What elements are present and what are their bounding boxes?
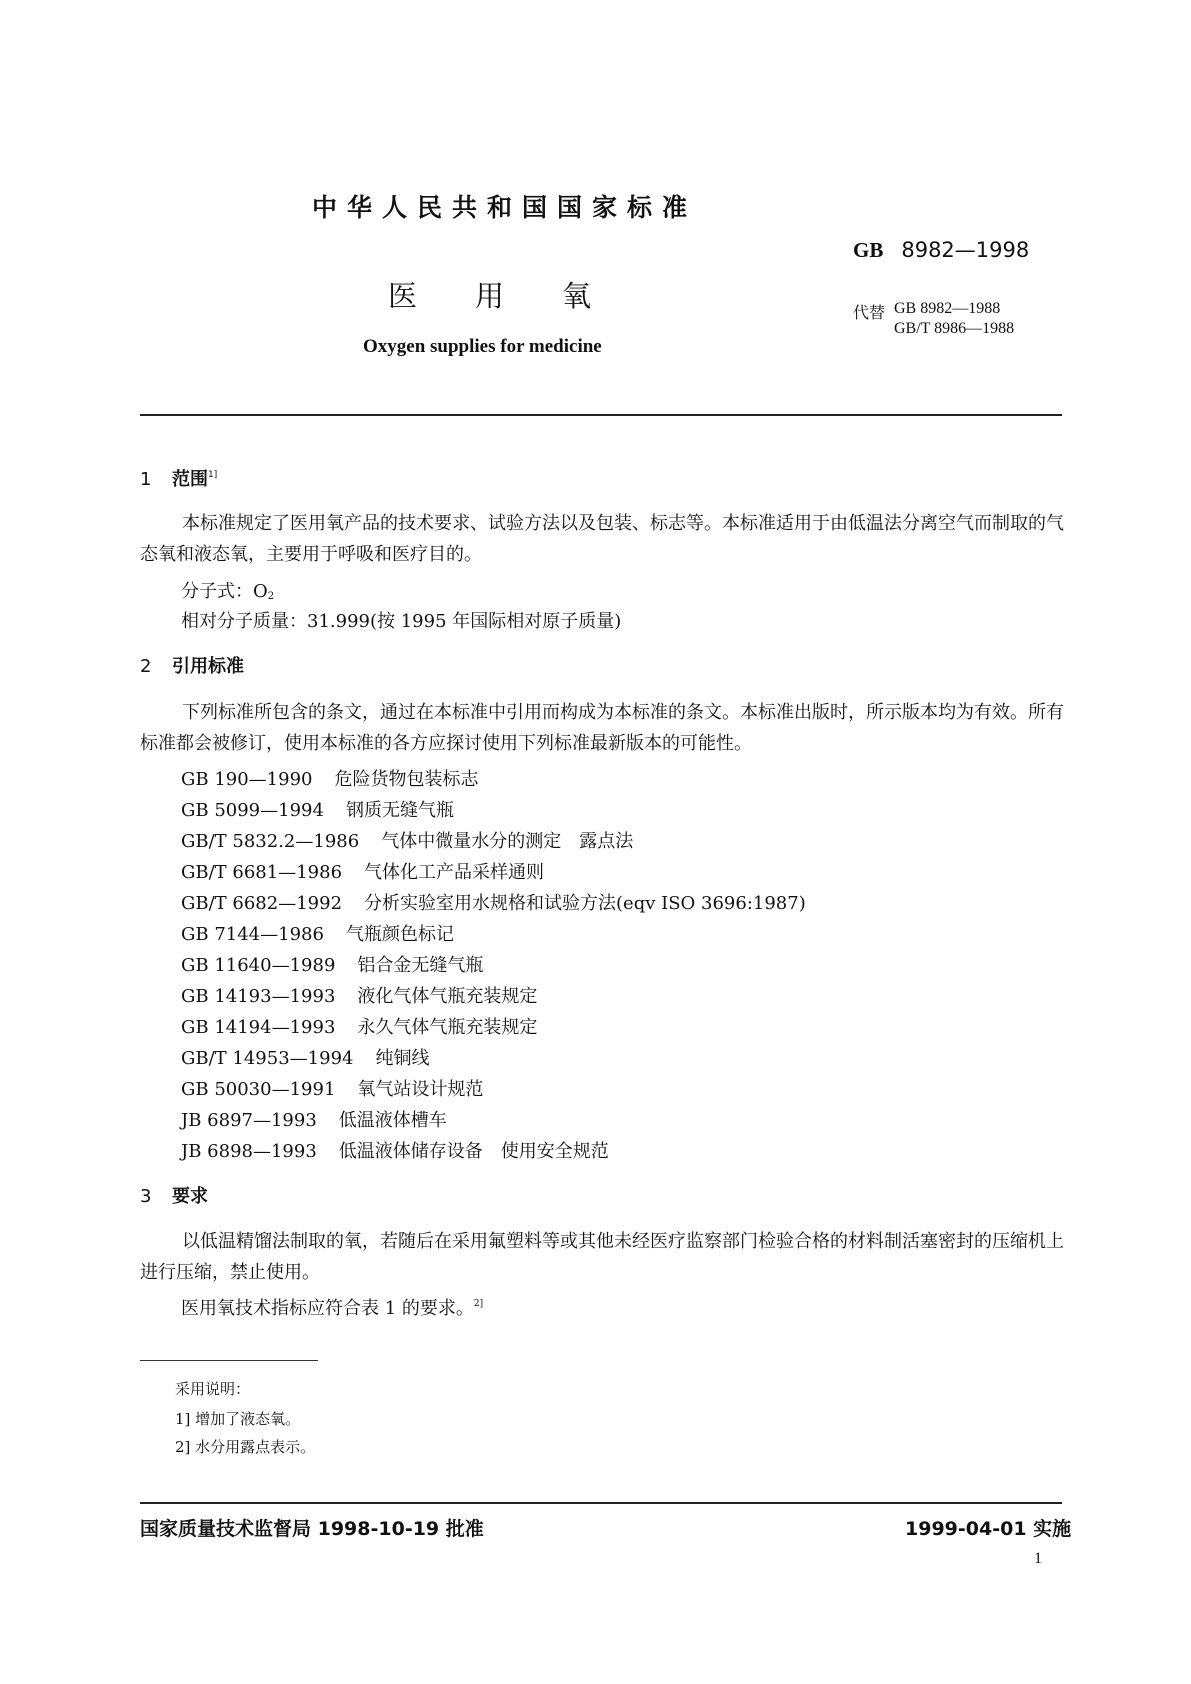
section-2-paragraph: 下列标准所包含的条文，通过在本标准中引用而构成为本标准的条文。本标准出版时，所示版本均为有效。所有标准都会被修订，使用本标准的各方应探讨使用下列标准最新版本的可能性。: [140, 702, 1064, 754]
footnote-label: 采用说明：: [175, 1380, 251, 1398]
section-3-title: 要求: [172, 1186, 208, 1207]
section-2-heading: [140, 652, 244, 678]
reference-item: GB/T 14953—1994 纯铜线: [181, 1048, 430, 1069]
standard-number: [853, 238, 1029, 263]
reference-item: GB/T 6681—1986 气体化工产品采样通则: [181, 862, 545, 883]
section-3-number: 3: [140, 1186, 152, 1207]
section-1-heading: [140, 465, 217, 491]
section-2-title: 引用标准: [172, 656, 244, 677]
reference-item: GB 7144—1986 气瓶颜色标记: [181, 924, 454, 945]
standard-prefix: GB: [853, 238, 884, 262]
reference-item: GB/T 6682—1992 分析实验室用水规格和试验方法(eqv ISO 3696:1987): [181, 893, 806, 914]
reference-item: JB 6898—1993 低温液体储存设备 使用安全规范: [181, 1141, 609, 1162]
reference-item: GB 190—1990 危险货物包装标志: [181, 769, 479, 790]
reference-item: GB/T 5832.2—1986 气体中微量水分的测定 露点法: [181, 831, 634, 852]
formula-label: 分子式：O: [181, 581, 268, 602]
replaced-standard-2: GB/T 8986—1988: [894, 320, 1015, 337]
footnote-mark-2: 2]: [473, 1299, 484, 1309]
replaced-standard-1: GB 8982—1988: [894, 300, 1001, 317]
reference-item: JB 6897—1993 低温液体槽车: [181, 1110, 447, 1131]
footnote-item-2: 2] 水分用露点表示。: [175, 1438, 316, 1456]
section-3-paragraph: 以低温精馏法制取的氧，若随后在采用氟塑料等或其他未经医疗监察部门检验合格的材料制活塞密封的压缩机上进行压缩，禁止使用。: [140, 1231, 1064, 1283]
issuing-body-title: 中华人民共和国国家标准: [312, 193, 698, 222]
section-3-requirement-line: 医用氧技术指标应符合表 1 的要求。$^{2]}$: [181, 1298, 484, 1319]
approval-statement: 国家质量技术监督局 1998-10-19 批准: [140, 1518, 484, 1540]
section-1-title: 范围: [172, 469, 208, 490]
header-divider: [140, 414, 1062, 416]
document-title-cn: 医用氧: [388, 279, 650, 313]
section-2-number: 2: [140, 656, 152, 677]
standard-code: 8982—1998: [901, 238, 1030, 262]
section-1-paragraph: 本标准规定了医用氧产品的技术要求、试验方法以及包装、标志等。本标准适用于由低温法分离空气而制取的气态氧和液态氧，主要用于呼吸和医疗目的。: [140, 513, 1064, 565]
footer-divider: [140, 1502, 1062, 1504]
section-1-number: 1: [140, 469, 152, 490]
molecular-mass: 相对分子质量：31.999(按 1995 年国际相对原子质量): [181, 611, 622, 632]
reference-item: GB 14193—1993 液化气体气瓶充装规定: [181, 986, 538, 1007]
reference-item: GB 5099—1994 钢质无缝气瓶: [181, 800, 454, 821]
section-3-heading: [140, 1182, 208, 1208]
footnote-mark-1: 1]: [208, 470, 218, 480]
molecular-formula: [181, 577, 274, 603]
footnote-item-1: 1] 增加了液态氧。: [175, 1410, 301, 1428]
page-number: 1: [1034, 1550, 1042, 1567]
footnote-divider: [140, 1360, 318, 1361]
formula-subscript: 2: [267, 591, 275, 602]
effective-date: 1999-04-01 实施: [905, 1518, 1072, 1540]
reference-item: GB 11640—1989 铝合金无缝气瓶: [181, 955, 484, 976]
replaces-label: 代替: [853, 303, 886, 322]
reference-item: GB 14194—1993 永久气体气瓶充装规定: [181, 1017, 538, 1038]
document-title-en: Oxygen supplies for medicine: [363, 336, 602, 357]
reference-item: GB 50030—1991 氧气站设计规范: [181, 1079, 484, 1100]
